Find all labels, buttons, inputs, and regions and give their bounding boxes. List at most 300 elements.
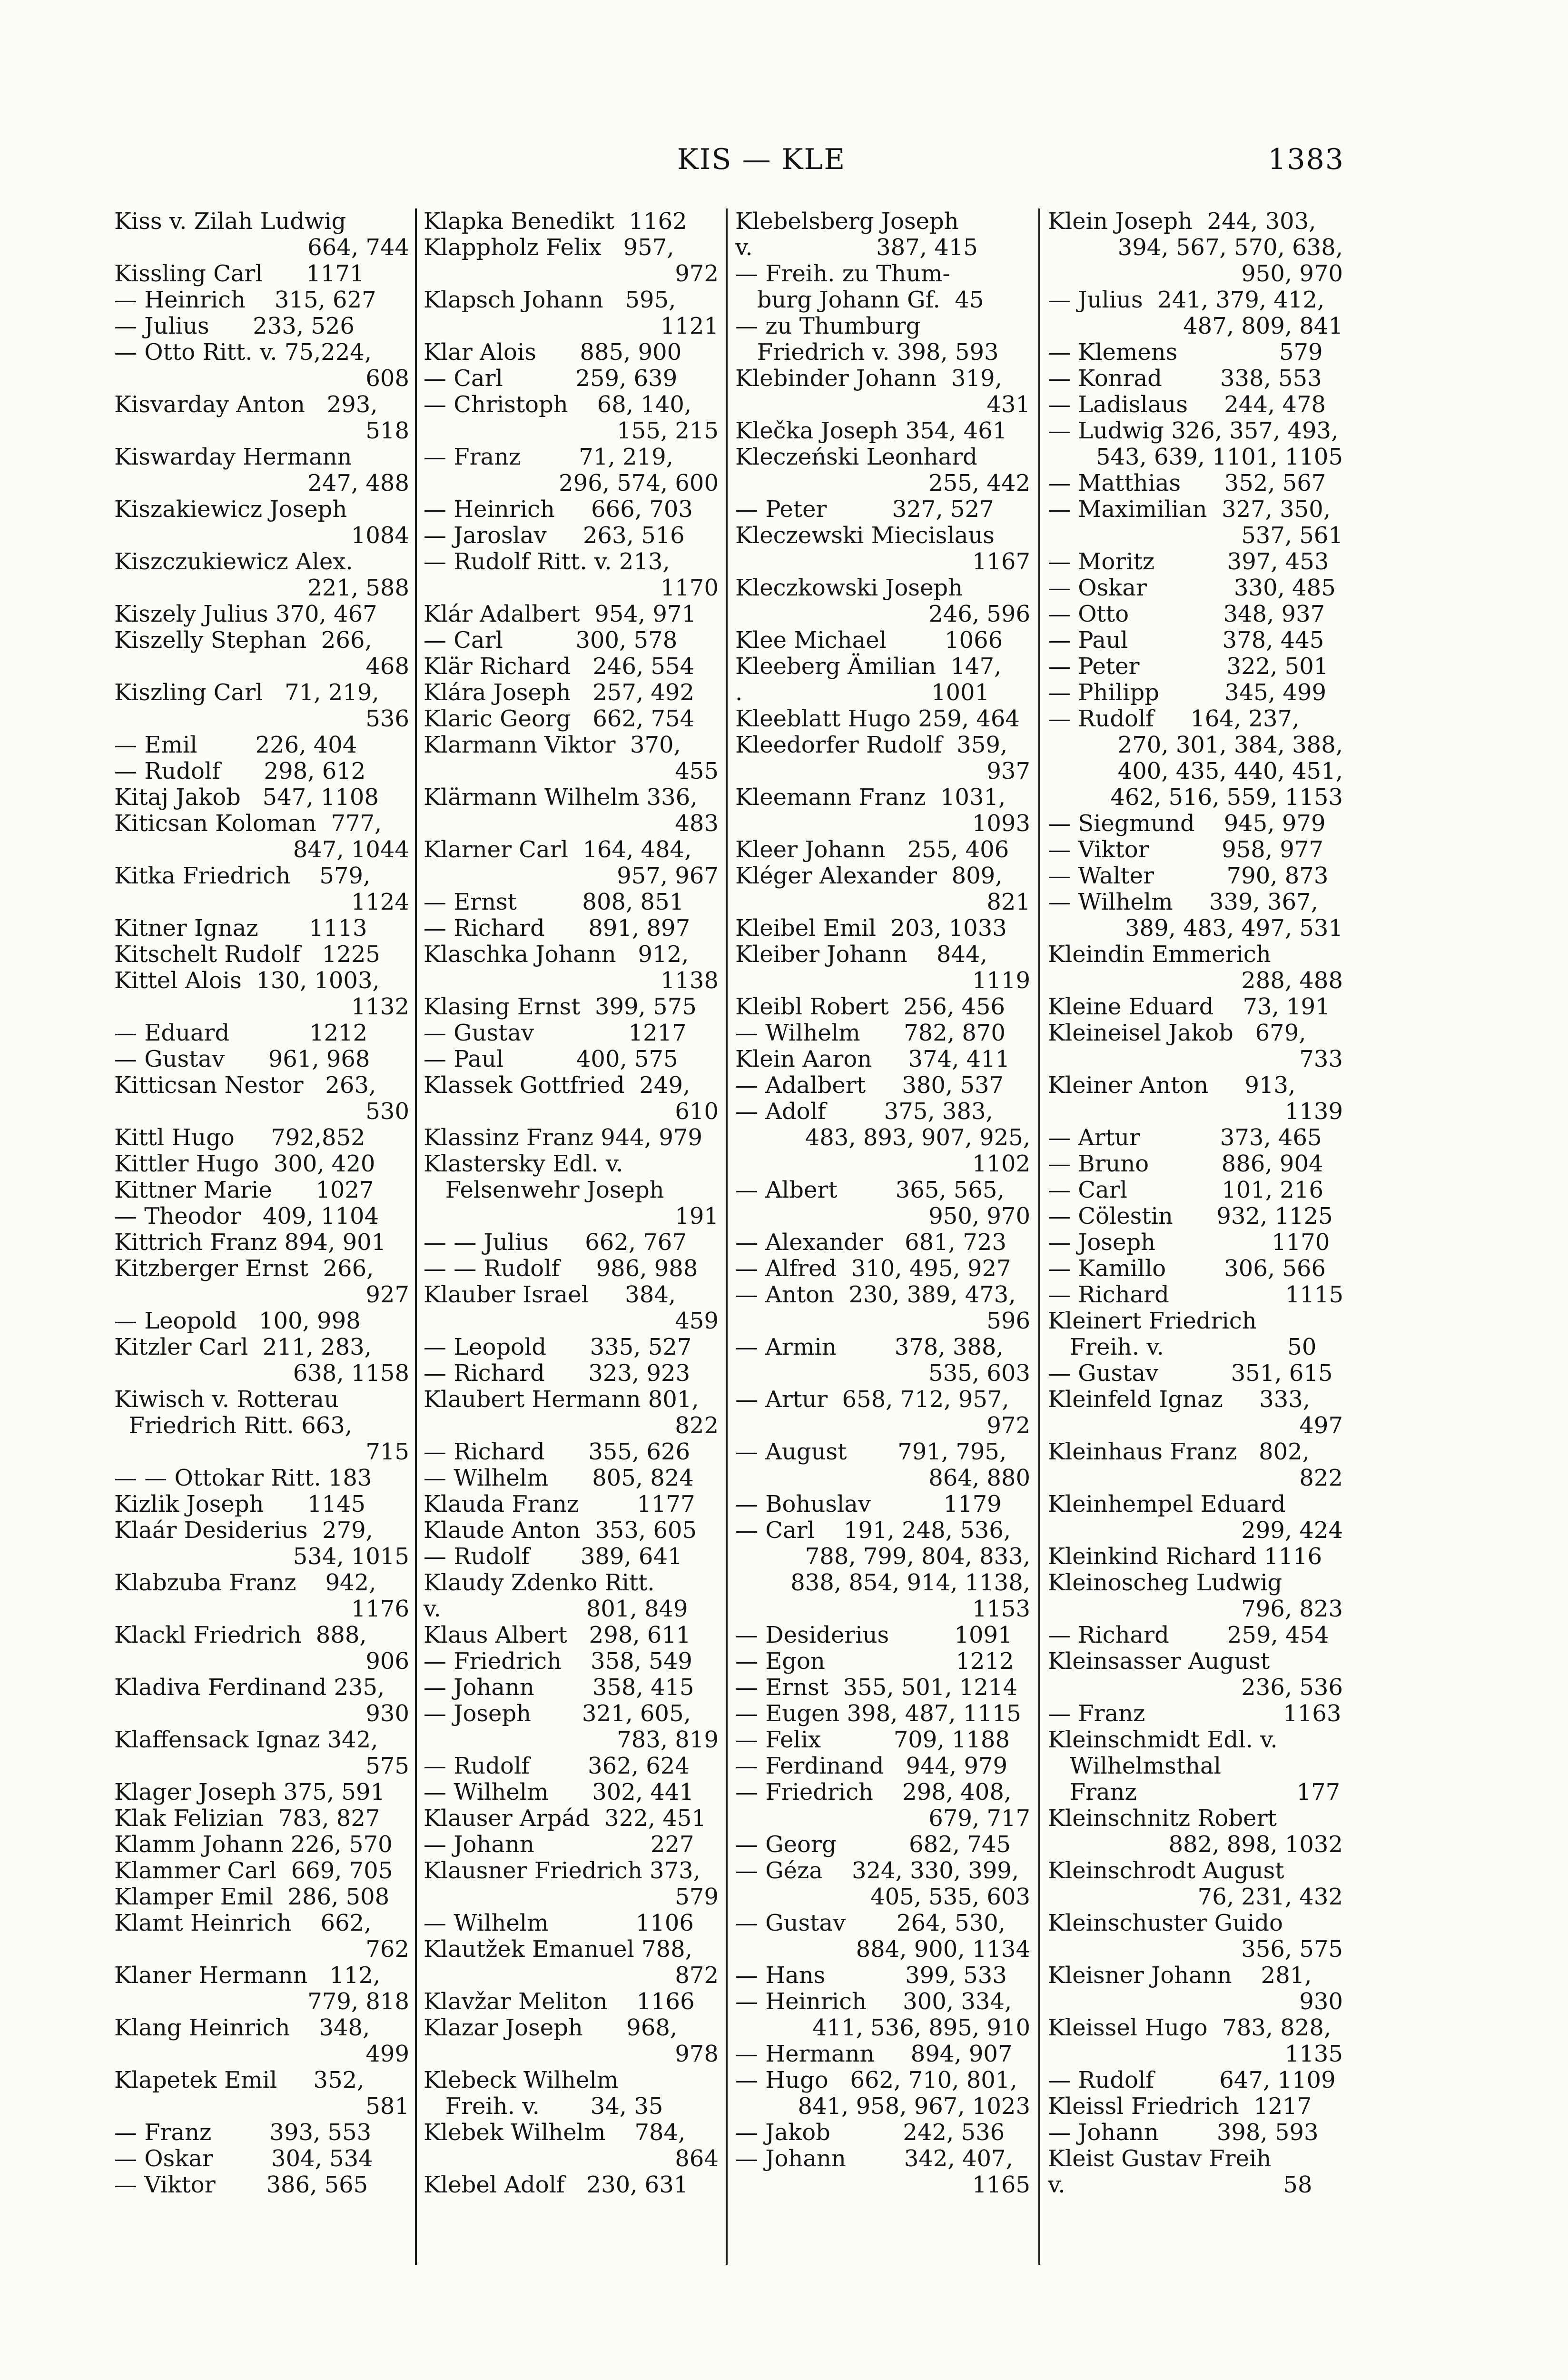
index-entry-line: — Rudolf 362, 624: [424, 1753, 690, 1779]
index-entry-line: Felsenwehr Joseph: [424, 1177, 664, 1203]
index-entry-line: Kittrich Franz 894, 901: [114, 1229, 386, 1256]
index-entry-line: 1170: [660, 575, 719, 601]
index-entry-line: 1135: [1284, 2041, 1343, 2067]
index-entry-line: — — Ottokar Ritt. 183: [114, 1465, 372, 1491]
index-entry-line: Klára Joseph 257, 492: [424, 679, 694, 706]
index-entry-line: — Johann 227: [424, 1831, 694, 1858]
index-entry-line: — Ludwig 326, 357, 493,: [1048, 417, 1339, 444]
index-entry-line: 1153: [972, 1596, 1030, 1622]
index-entry-line: — Matthias 352, 567: [1048, 470, 1326, 496]
index-entry-line: — Wilhelm 805, 824: [424, 1465, 694, 1491]
index-entry-line: 1119: [972, 967, 1030, 994]
index-entry-line: 581: [365, 2093, 409, 2120]
index-entry-line: Kleemann Franz 1031,: [735, 784, 1006, 811]
index-entry-line: Klein Joseph 244, 303,: [1048, 208, 1316, 235]
index-entry-line: Klaubert Hermann 801,: [424, 1386, 699, 1413]
index-entry-line: — Heinrich 315, 627: [114, 287, 376, 313]
index-entry-line: 221, 588: [307, 575, 409, 601]
index-entry-line: 1084: [351, 522, 409, 549]
index-column-4: [1048, 208, 1343, 2265]
index-entry-line: Kleedorfer Rudolf 359,: [735, 732, 1008, 758]
index-entry-line: 1167: [972, 548, 1030, 575]
index-entry-line: 191: [675, 1203, 719, 1230]
index-entry-line: — Ferdinand 944, 979: [735, 1753, 1008, 1779]
index-entry-line: 679, 717: [928, 1805, 1030, 1832]
index-entry-line: 937: [986, 758, 1030, 784]
index-entry-line: Kitschelt Rudolf 1225: [114, 941, 380, 968]
index-entry-line: — Otto Ritt. v. 75,224,: [114, 339, 372, 366]
index-entry-line: Kitzler Carl 211, 283,: [114, 1334, 372, 1360]
index-entry-line: — Wilhelm 1106: [424, 1910, 694, 1936]
index-entry-line: Kittner Marie 1027: [114, 1177, 374, 1203]
index-entry-line: 608: [365, 365, 409, 392]
index-entry-line: — Wilhelm 782, 870: [735, 1020, 1006, 1046]
index-entry-line: — Cölestin 932, 1125: [1048, 1203, 1333, 1230]
index-entry-line: — Gustav 264, 530,: [735, 1910, 1006, 1936]
index-entry-line: — Julius 241, 379, 412,: [1048, 287, 1325, 313]
index-entry-line: Klapetek Emil 352,: [114, 2067, 365, 2093]
index-entry-line: Klasing Ernst 399, 575: [424, 993, 697, 1020]
index-entry-line: Kizlik Joseph 1145: [114, 1491, 366, 1517]
index-entry-line: Kiszakiewicz Joseph: [114, 496, 347, 523]
index-entry-line: Kiwisch v. Rotterau: [114, 1386, 339, 1413]
page-number: 1383: [1268, 143, 1344, 176]
index-entry-line: — Walter 790, 873: [1048, 863, 1329, 889]
index-entry-line: — Egon 1212: [735, 1648, 1014, 1675]
index-entry-line: — Adalbert 380, 537: [735, 1072, 1004, 1099]
index-entry-line: 1124: [351, 889, 409, 915]
index-entry-line: — Rudolf Ritt. v. 213,: [424, 548, 670, 575]
index-entry-line: Kleiber Johann 844,: [735, 941, 987, 968]
index-entry-line: — Ernst 808, 851: [424, 889, 684, 915]
index-entry-line: 1132: [351, 993, 409, 1020]
index-entry-line: Kiszelly Stephan 266,: [114, 627, 372, 654]
index-entry-line: — Heinrich 666, 703: [424, 496, 693, 523]
index-entry-line: 872: [675, 1962, 719, 1989]
index-entry-line: — Oskar 304, 534: [114, 2145, 373, 2172]
index-entry-line: Kleinschnitz Robert: [1048, 1805, 1277, 1832]
index-entry-line: Klebinder Johann 319,: [735, 365, 1002, 392]
index-entry-line: 1138: [660, 967, 719, 994]
index-entry-line: Kleinkind Richard 1116: [1048, 1543, 1322, 1570]
index-entry-line: 236, 536: [1241, 1674, 1343, 1701]
index-entry-line: Kléger Alexander 809,: [735, 863, 1003, 889]
index-entry-line: Kittl Hugo 792,852: [114, 1124, 365, 1151]
index-column-1: [114, 208, 409, 2265]
index-entry-line: — Anton 230, 389, 473,: [735, 1281, 1016, 1308]
index-entry-line: 638, 1158: [293, 1360, 409, 1387]
index-entry-line: — Bruno 886, 904: [1048, 1150, 1323, 1177]
index-entry-line: Franz 177: [1048, 1779, 1341, 1805]
column-divider: [1038, 208, 1040, 2265]
index-entry-line: — Franz 71, 219,: [424, 444, 673, 470]
index-entry-line: — Carl 300, 578: [424, 627, 678, 654]
index-entry-line: 864, 880: [928, 1465, 1030, 1491]
index-entry-line: 1102: [972, 1150, 1030, 1177]
index-entry-line: Wilhelmsthal: [1048, 1753, 1221, 1779]
index-entry-line: Kleeberg Ämilian 147,: [735, 653, 1002, 680]
index-entry-line: Kleinschmidt Edl. v.: [1048, 1726, 1278, 1753]
index-entry-line: — Gustav 961, 968: [114, 1046, 370, 1072]
index-entry-line: 537, 561: [1241, 522, 1343, 549]
index-entry-line: Klár Adalbert 954, 971: [424, 601, 697, 627]
index-entry-line: Klebeck Wilhelm: [424, 2067, 619, 2093]
index-entry-line: 610: [675, 1098, 719, 1125]
index-entry-line: Kisvarday Anton 293,: [114, 391, 378, 418]
index-entry-line: Kleindin Emmerich: [1048, 941, 1271, 968]
index-entry-line: — Rudolf 647, 1109: [1048, 2067, 1336, 2093]
index-entry-line: 906: [365, 1648, 409, 1675]
index-entry-line: Freih. v. 34, 35: [424, 2093, 663, 2120]
index-entry-line: 76, 231, 432: [1197, 1884, 1343, 1910]
index-entry-line: — Franz 393, 553: [114, 2119, 372, 2146]
index-entry-line: 838, 854, 914, 1138,: [790, 1569, 1030, 1596]
index-entry-line: 431: [986, 391, 1030, 418]
index-entry-line: — Eugen 398, 487, 1115: [735, 1700, 1021, 1727]
index-entry-line: Kiticsan Koloman 777,: [114, 810, 382, 837]
index-entry-line: Klein Aaron 374, 411: [735, 1046, 1010, 1072]
index-entry-line: Kleinfeld Ignaz 333,: [1048, 1386, 1311, 1413]
index-entry-line: 575: [365, 1753, 409, 1779]
index-entry-line: — Peter 322, 501: [1048, 653, 1329, 680]
index-entry-line: Klautžek Emanuel 788,: [424, 1936, 692, 1963]
index-entry-line: 957, 967: [617, 863, 719, 889]
index-entry-line: — Carl 191, 248, 536,: [735, 1517, 1011, 1544]
index-entry-line: — Alexander 681, 723: [735, 1229, 1006, 1256]
index-entry-line: 483, 893, 907, 925,: [805, 1124, 1030, 1151]
index-entry-line: — Richard 323, 923: [424, 1360, 690, 1387]
index-entry-line: — Artur 373, 465: [1048, 1124, 1322, 1151]
index-entry-line: 1165: [972, 2172, 1030, 2198]
index-entry-line: — Richard 259, 454: [1048, 1622, 1329, 1648]
index-entry-line: 299, 424: [1241, 1517, 1343, 1544]
index-entry-line: — Richard 1115: [1048, 1281, 1344, 1308]
index-entry-line: Klär Richard 246, 554: [424, 653, 695, 680]
index-entry-line: 715: [365, 1438, 409, 1465]
index-entry-line: 405, 535, 603: [870, 1884, 1030, 1910]
page-title: KIS — KLE: [677, 143, 846, 176]
index-entry-line: — Bohuslav 1179: [735, 1491, 1002, 1517]
index-entry-line: — Leopold 100, 998: [114, 1308, 361, 1334]
index-entry-line: 394, 567, 570, 638,: [1117, 234, 1343, 261]
index-entry-line: — Maximilian 327, 350,: [1048, 496, 1331, 523]
index-entry-line: — Gustav 1217: [424, 1020, 687, 1046]
index-entry-line: Kitticsan Nestor 263,: [114, 1072, 376, 1099]
index-entry-line: v. 58: [1048, 2172, 1312, 2198]
index-entry-line: Klaus Albert 298, 611: [424, 1622, 691, 1648]
index-entry-line: — Jaroslav 263, 516: [424, 522, 685, 549]
index-entry-line: Klečka Joseph 354, 461: [735, 417, 1007, 444]
index-entry-line: Klamper Emil 286, 508: [114, 1884, 390, 1910]
index-entry-line: Klarner Carl 164, 484,: [424, 836, 692, 863]
index-entry-line: 543, 639, 1101, 1105: [1095, 444, 1343, 470]
index-entry-line: v. 801, 849: [424, 1596, 688, 1622]
index-entry-line: 821: [986, 889, 1030, 915]
index-entry-line: — Ladislaus 244, 478: [1048, 391, 1326, 418]
index-entry-line: Klaffensack Ignaz 342,: [114, 1726, 378, 1753]
index-entry-line: Kittel Alois 130, 1003,: [114, 967, 380, 994]
index-entry-line: 1093: [972, 810, 1030, 837]
index-entry-line: . 1001: [735, 679, 990, 706]
index-entry-line: Klavžar Meliton 1166: [424, 1988, 695, 2015]
index-entry-line: — Konrad 338, 553: [1048, 365, 1322, 392]
index-entry-line: Kiswarday Hermann: [114, 444, 352, 470]
index-entry-line: 499: [365, 2041, 409, 2067]
index-entry-line: Kleiner Anton 913,: [1048, 1072, 1296, 1099]
index-entry-line: — Franz 1163: [1048, 1700, 1341, 1727]
index-entry-line: 356, 575: [1241, 1936, 1343, 1963]
index-entry-line: 930: [365, 1700, 409, 1727]
index-entry-line: Kiszczukiewicz Alex.: [114, 548, 353, 575]
index-entry-line: — Gustav 351, 615: [1048, 1360, 1333, 1387]
index-entry-line: 762: [365, 1936, 409, 1963]
index-entry-line: — Freih. zu Thum-: [735, 260, 950, 287]
index-entry-line: Klaude Anton 353, 605: [424, 1517, 697, 1544]
index-entry-line: — Johann 358, 415: [424, 1674, 694, 1701]
index-entry-line: Kitner Ignaz 1113: [114, 915, 367, 942]
index-entry-line: — Otto 348, 937: [1048, 601, 1325, 627]
index-entry-line: 664, 744: [307, 234, 409, 261]
index-entry-line: Kleine Eduard 73, 191: [1048, 993, 1330, 1020]
page-header: [0, 143, 1568, 181]
index-entry-line: v. 387, 415: [735, 234, 978, 261]
index-entry-line: Klamm Johann 226, 570: [114, 1831, 393, 1858]
index-entry-line: — Viktor 958, 977: [1048, 836, 1323, 863]
index-entry-line: Klapsch Johann 595,: [424, 287, 676, 313]
index-entry-line: Kiszely Julius 370, 467: [114, 601, 377, 627]
index-entry-line: Klastersky Edl. v.: [424, 1150, 623, 1177]
index-entry-line: — Paul 378, 445: [1048, 627, 1324, 654]
index-entry-line: Klebelsberg Joseph: [735, 208, 959, 235]
index-entry-line: — Julius 233, 526: [114, 313, 355, 339]
index-entry-line: 536: [365, 705, 409, 732]
index-entry-line: — Christoph 68, 140,: [424, 391, 692, 418]
index-entry-line: — Hans 399, 533: [735, 1962, 1007, 1989]
index-entry-line: — Richard 355, 626: [424, 1438, 690, 1465]
index-entry-line: — Carl 259, 639: [424, 365, 678, 392]
index-entry-line: 530: [365, 1098, 409, 1125]
index-entry-line: Klaár Desiderius 279,: [114, 1517, 373, 1544]
index-entry-line: — — Rudolf 986, 988: [424, 1255, 698, 1282]
index-entry-line: 796, 823: [1241, 1596, 1343, 1622]
index-entry-line: — Hermann 894, 907: [735, 2041, 1013, 2067]
index-entry-line: 579: [675, 1884, 719, 1910]
index-entry-line: — Moritz 397, 453: [1048, 548, 1329, 575]
index-entry-line: Kleinhempel Eduard: [1048, 1491, 1286, 1517]
index-entry-line: — Friedrich 358, 549: [424, 1648, 692, 1675]
index-entry-line: Kleinschuster Guido: [1048, 1910, 1283, 1936]
index-entry-line: Klager Joseph 375, 591: [114, 1779, 385, 1805]
index-entry-line: 596: [986, 1308, 1030, 1334]
index-entry-line: Klazar Joseph 968,: [424, 2014, 678, 2041]
index-entry-line: — Felix 709, 1188: [735, 1726, 1010, 1753]
index-entry-line: 788, 799, 804, 833,: [805, 1543, 1030, 1570]
index-entry-line: — Philipp 345, 499: [1048, 679, 1327, 706]
index-entry-line: 296, 574, 600: [559, 470, 719, 496]
index-entry-line: — Peter 327, 527: [735, 496, 994, 523]
index-entry-line: 411, 536, 895, 910: [812, 2014, 1030, 2041]
index-entry-line: 950, 970: [928, 1203, 1030, 1230]
index-entry-line: 779, 818: [307, 1988, 409, 2015]
index-entry-line: — Rudolf 298, 612: [114, 758, 366, 784]
index-entry-line: Klar Alois 885, 900: [424, 339, 682, 366]
index-entry-line: 535, 603: [928, 1360, 1030, 1387]
column-divider: [415, 208, 417, 2265]
index-entry-line: — Viktor 386, 565: [114, 2172, 368, 2198]
index-entry-line: Kissling Carl 1171: [114, 260, 365, 287]
index-entry-line: — Hugo 662, 710, 801,: [735, 2067, 1017, 2093]
index-entry-line: 733: [1299, 1046, 1343, 1072]
index-entry-line: Kleissl Friedrich 1217: [1048, 2093, 1312, 2120]
index-entry-line: 978: [675, 2041, 719, 2067]
index-entry-line: Klausner Friedrich 373,: [424, 1857, 700, 1884]
index-entry-line: Kleczewski Miecislaus: [735, 522, 995, 549]
index-entry-line: 459: [675, 1308, 719, 1334]
index-entry-line: Kleer Johann 255, 406: [735, 836, 1009, 863]
index-entry-line: — Georg 682, 745: [735, 1831, 1011, 1858]
index-entry-line: Klammer Carl 669, 705: [114, 1857, 393, 1884]
index-entry-line: Kleinert Friedrich: [1048, 1308, 1257, 1334]
index-entry-line: 455: [675, 758, 719, 784]
index-entry-line: Kleinhaus Franz 802,: [1048, 1438, 1310, 1465]
index-entry-line: — Armin 378, 388,: [735, 1334, 1004, 1360]
index-entry-line: — Joseph 321, 605,: [424, 1700, 691, 1727]
index-entry-line: 1121: [660, 313, 719, 339]
index-entry-line: — Adolf 375, 383,: [735, 1098, 993, 1125]
index-entry-line: 884, 900, 1134: [856, 1936, 1030, 1963]
index-entry-line: 468: [365, 653, 409, 680]
index-entry-line: Klauber Israel 384,: [424, 1281, 676, 1308]
index-entry-line: 270, 301, 384, 388,: [1117, 732, 1343, 758]
index-entry-line: Freih. v. 50: [1048, 1334, 1317, 1360]
index-entry-line: — Rudolf 389, 641: [424, 1543, 682, 1570]
index-entry-line: 497: [1299, 1412, 1343, 1439]
index-entry-line: Kitaj Jakob 547, 1108: [114, 784, 379, 811]
index-entry-line: — Friedrich 298, 408,: [735, 1779, 1012, 1805]
index-entry-line: Klassek Gottfried 249,: [424, 1072, 690, 1099]
index-entry-line: — Richard 891, 897: [424, 915, 690, 942]
index-entry-line: Klärmann Wilhelm 336,: [424, 784, 698, 811]
index-entry-line: 400, 435, 440, 451,: [1117, 758, 1343, 784]
index-entry-line: Kleczkowski Joseph: [735, 575, 963, 601]
index-entry-line: Kiszling Carl 71, 219,: [114, 679, 379, 706]
index-entry-line: 247, 488: [307, 470, 409, 496]
index-entry-line: Kleinoscheg Ludwig: [1048, 1569, 1282, 1596]
index-entry-line: — Desiderius 1091: [735, 1622, 1013, 1648]
index-entry-line: — Ernst 355, 501, 1214: [735, 1674, 1018, 1701]
index-entry-line: — Kamillo 306, 566: [1048, 1255, 1326, 1282]
index-entry-line: 483: [675, 810, 719, 837]
index-entry-line: — Heinrich 300, 334,: [735, 1988, 1012, 2015]
index-entry-line: 822: [1299, 1465, 1343, 1491]
index-entry-line: — Leopold 335, 527: [424, 1334, 692, 1360]
index-entry-line: Klarmann Viktor 370,: [424, 732, 681, 758]
index-entry-line: Klabzuba Franz 942,: [114, 1569, 376, 1596]
index-entry-line: Klauser Arpád 322, 451: [424, 1805, 706, 1832]
index-entry-line: Klackl Friedrich 888,: [114, 1622, 367, 1648]
index-entry-line: Kleissel Hugo 783, 828,: [1048, 2014, 1331, 2041]
index-entry-line: — zu Thumburg: [735, 313, 921, 339]
index-entry-line: Klaner Hermann 112,: [114, 1962, 381, 1989]
index-entry-line: Kleeblatt Hugo 259, 464: [735, 705, 1020, 732]
index-columns: [114, 208, 1380, 2265]
index-entry-line: Kleczeński Leonhard: [735, 444, 977, 470]
index-entry-line: — Wilhelm 302, 441: [424, 1779, 694, 1805]
index-entry-line: Klapka Benedikt 1162: [424, 208, 687, 235]
index-entry-line: 534, 1015: [293, 1543, 409, 1570]
index-entry-line: 972: [986, 1412, 1030, 1439]
index-entry-line: Friedrich Ritt. 663,: [114, 1412, 353, 1439]
index-entry-line: Kleibel Emil 203, 1033: [735, 915, 1007, 942]
index-entry-line: — — Julius 662, 767: [424, 1229, 687, 1256]
index-entry-line: — Joseph 1170: [1048, 1229, 1330, 1256]
column-divider: [726, 208, 728, 2265]
index-entry-line: — Artur 658, 712, 957,: [735, 1386, 1009, 1413]
index-entry-line: Klaudy Zdenko Ritt.: [424, 1569, 655, 1596]
index-entry-line: — Theodor 409, 1104: [114, 1203, 379, 1230]
index-entry-line: Klaschka Johann 912,: [424, 941, 689, 968]
index-entry-line: Kleisner Johann 281,: [1048, 1962, 1312, 1989]
index-entry-line: — Johann 398, 593: [1048, 2119, 1319, 2146]
index-entry-line: Klang Heinrich 348,: [114, 2014, 370, 2041]
index-entry-line: 972: [675, 260, 719, 287]
index-entry-line: — Alfred 310, 495, 927: [735, 1255, 1011, 1282]
index-entry-line: 1139: [1284, 1098, 1343, 1125]
index-entry-line: Klassinz Franz 944, 979: [424, 1124, 702, 1151]
index-entry-line: Klebek Wilhelm 784,: [424, 2119, 686, 2146]
index-entry-line: 518: [365, 417, 409, 444]
index-entry-line: — Carl 101, 216: [1048, 1177, 1323, 1203]
index-entry-line: Kleist Gustav Freih: [1048, 2145, 1272, 2172]
index-entry-line: — Géza 324, 330, 399,: [735, 1857, 1019, 1884]
index-entry-line: Klebel Adolf 230, 631: [424, 2172, 689, 2198]
index-entry-line: — Rudolf 164, 237,: [1048, 705, 1300, 732]
index-entry-line: Kiss v. Zilah Ludwig: [114, 208, 346, 235]
index-entry-line: 822: [675, 1412, 719, 1439]
index-entry-line: — Johann 342, 407,: [735, 2145, 1013, 2172]
index-entry-line: — August 791, 795,: [735, 1438, 1007, 1465]
index-entry-line: Klauda Franz 1177: [424, 1491, 695, 1517]
index-entry-line: Klappholz Felix 957,: [424, 234, 674, 261]
index-entry-line: Klee Michael 1066: [735, 627, 1003, 654]
index-column-3: [735, 208, 1030, 2265]
index-entry-line: Kladiva Ferdinand 235,: [114, 1674, 385, 1701]
index-entry-line: 246, 596: [928, 601, 1030, 627]
index-entry-line: Kleinsasser August: [1048, 1648, 1270, 1675]
index-entry-line: 155, 215: [617, 417, 719, 444]
index-entry-line: 783, 819: [617, 1726, 719, 1753]
index-entry-line: 1176: [351, 1596, 409, 1622]
index-entry-line: — Emil 226, 404: [114, 732, 357, 758]
index-entry-line: burg Johann Gf. 45: [735, 287, 984, 313]
index-entry-line: 927: [365, 1281, 409, 1308]
index-entry-line: — Siegmund 945, 979: [1048, 810, 1326, 837]
index-entry-line: 882, 898, 1032: [1168, 1831, 1343, 1858]
index-entry-line: 288, 488: [1241, 967, 1343, 994]
index-entry-line: Kittler Hugo 300, 420: [114, 1150, 375, 1177]
index-column-2: [424, 208, 719, 2265]
index-entry-line: 841, 958, 967, 1023: [798, 2093, 1030, 2120]
index-entry-line: Klak Felizian 783, 827: [114, 1805, 380, 1832]
index-entry-line: Klamt Heinrich 662,: [114, 1910, 372, 1936]
index-entry-line: 847, 1044: [293, 836, 409, 863]
index-entry-line: Kleibl Robert 256, 456: [735, 993, 1005, 1020]
index-entry-line: — Jakob 242, 536: [735, 2119, 1005, 2146]
index-entry-line: 462, 516, 559, 1153: [1110, 784, 1343, 811]
index-entry-line: 864: [675, 2145, 719, 2172]
index-entry-line: 950, 970: [1241, 260, 1343, 287]
index-entry-line: — Wilhelm 339, 367,: [1048, 889, 1318, 915]
